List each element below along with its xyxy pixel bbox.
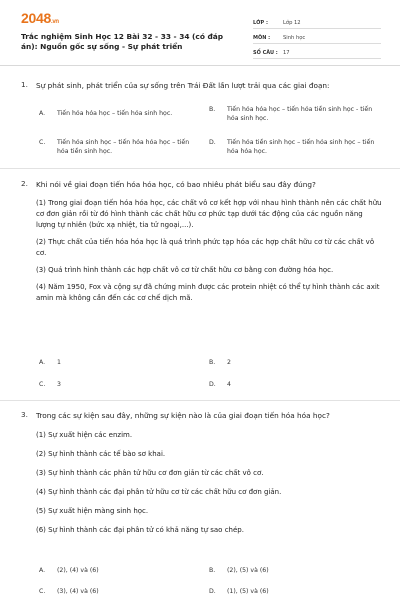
statement-5: (5) Sự xuất hiện màng sinh học. [36, 507, 149, 515]
option-text: (2), (4) và (6) [57, 567, 99, 574]
meta-class-label: LỚP : [253, 20, 268, 26]
statement-1: (1) Trong giai đoạn tiến hóa hóa học, các chất vô cơ kết hợp với nhau hình thành nên các chất hữu cơ đơn giản rồi từ đó hình thành các chất hữu cơ phức tạp dưới tác động của các nguồn năng lượng tự nhiên (bức xạ nhiệt, tia tử ngoại,...). [36, 199, 382, 229]
option-text: Tiến hóa hóa học – tiến hóa tiền sinh học - tiến hóa sinh học. [227, 106, 373, 122]
meta-subject [253, 29, 381, 44]
option-text: Tiến hóa tiền sinh học – tiến hóa sinh học – tiến hóa hóa học. [227, 139, 375, 155]
option-text: Tiến hóa hóa học – tiến hóa sinh học. [57, 110, 173, 117]
option-text: (2), (5) và (6) [227, 567, 269, 574]
meta-class-value: Lớp 12 [283, 20, 301, 26]
meta-count [253, 44, 381, 59]
option-a[interactable] [39, 567, 187, 576]
option-b[interactable] [209, 359, 357, 368]
question-number: 1. [21, 80, 28, 89]
option-d[interactable] [209, 139, 377, 156]
option-d[interactable] [209, 588, 357, 597]
site-logo[interactable] [21, 10, 59, 26]
statement-3: (3) Sự hình thành các phân tử hữu cơ đơn giản từ các chất vô cơ. [36, 469, 264, 477]
statement-6: (6) Sự hình thành các đại phân tử có khả năng tự sao chép. [36, 526, 244, 534]
option-letter: D. [209, 139, 216, 146]
option-c[interactable] [39, 381, 187, 390]
statement-4: (4) Năm 1950, Fox và cộng sự đã chứng minh được các protein nhiệt có thể tự hình thành các axit amin mà không cần đến các cơ chế dịch mã. [36, 283, 380, 302]
option-text: (1), (5) và (6) [227, 588, 269, 595]
option-text: Tiến hóa sinh học – tiến hóa hóa học – tiến hóa tiền sinh học. [57, 139, 190, 155]
option-a[interactable] [39, 359, 187, 368]
question-divider [0, 400, 400, 401]
option-c[interactable] [39, 588, 187, 597]
option-letter: A. [39, 567, 46, 574]
option-b[interactable] [209, 567, 357, 576]
question-3 [21, 410, 383, 595]
option-letter: A. [39, 110, 46, 117]
question-text: Khi nói về giai đoạn tiến hóa hóa học, có bao nhiêu phát biểu sau đây đúng? [36, 180, 316, 189]
option-letter: C. [39, 139, 46, 146]
option-letter: C. [39, 381, 46, 388]
option-a[interactable] [39, 110, 197, 119]
meta-subject-label: MÔN : [253, 35, 271, 41]
option-text: 4 [227, 381, 231, 388]
page-header [0, 0, 400, 66]
option-letter: A. [39, 359, 46, 366]
meta-subject-value: Sinh học [283, 35, 306, 41]
statement-3: (3) Quá trình hình thành các hợp chất vô cơ từ chất hữu cơ bằng con đường hóa học. [36, 266, 334, 274]
question-2 [21, 179, 383, 388]
question-number: 3. [21, 410, 28, 419]
option-text: (3), (4) và (6) [57, 588, 99, 595]
logo-main: 2048 [21, 10, 51, 26]
option-letter: B. [209, 106, 216, 113]
question-divider [0, 168, 400, 169]
option-letter: C. [39, 588, 46, 595]
statement-4: (4) Sự hình thành các đại phân tử hữu cơ từ các chất hữu cơ đơn giản. [36, 488, 282, 496]
meta-class [253, 14, 381, 29]
option-letter: B. [209, 567, 216, 574]
option-letter: B. [209, 359, 216, 366]
meta-info [253, 14, 381, 59]
meta-count-label: SỐ CÂU : [253, 50, 278, 56]
question-1 [21, 80, 383, 155]
statement-1: (1) Sự xuất hiện các enzim. [36, 431, 133, 439]
statement-2: (2) Sự hình thành các tế bào sơ khai. [36, 450, 166, 458]
option-letter: D. [209, 381, 216, 388]
logo-suffix: .vn [50, 19, 59, 25]
option-text: 2 [227, 359, 231, 366]
option-c[interactable] [39, 139, 197, 156]
option-b[interactable] [209, 106, 375, 123]
option-text: 3 [57, 381, 61, 388]
option-letter: D. [209, 588, 216, 595]
meta-count-value: 17 [283, 50, 290, 56]
question-text: Trong các sự kiện sau đây, những sự kiện nào là của giai đoạn tiến hóa hóa học? [36, 411, 330, 420]
question-number: 2. [21, 179, 28, 188]
statement-2: (2) Thực chất của tiến hóa hóa học là quá trình phức tạp hóa các hợp chất hữu cơ từ các chất vô cơ. [36, 238, 375, 257]
option-text: 1 [57, 359, 61, 366]
option-d[interactable] [209, 381, 357, 390]
page-title: Trắc nghiệm Sinh Học 12 Bài 32 - 33 - 34 (có đáp án): Nguồn gốc sự sống - Sự phát triển [21, 32, 224, 51]
question-text: Sự phát sinh, phát triển của sự sống trên Trái Đất lần lượt trải qua các giai đoạn: [36, 81, 330, 90]
